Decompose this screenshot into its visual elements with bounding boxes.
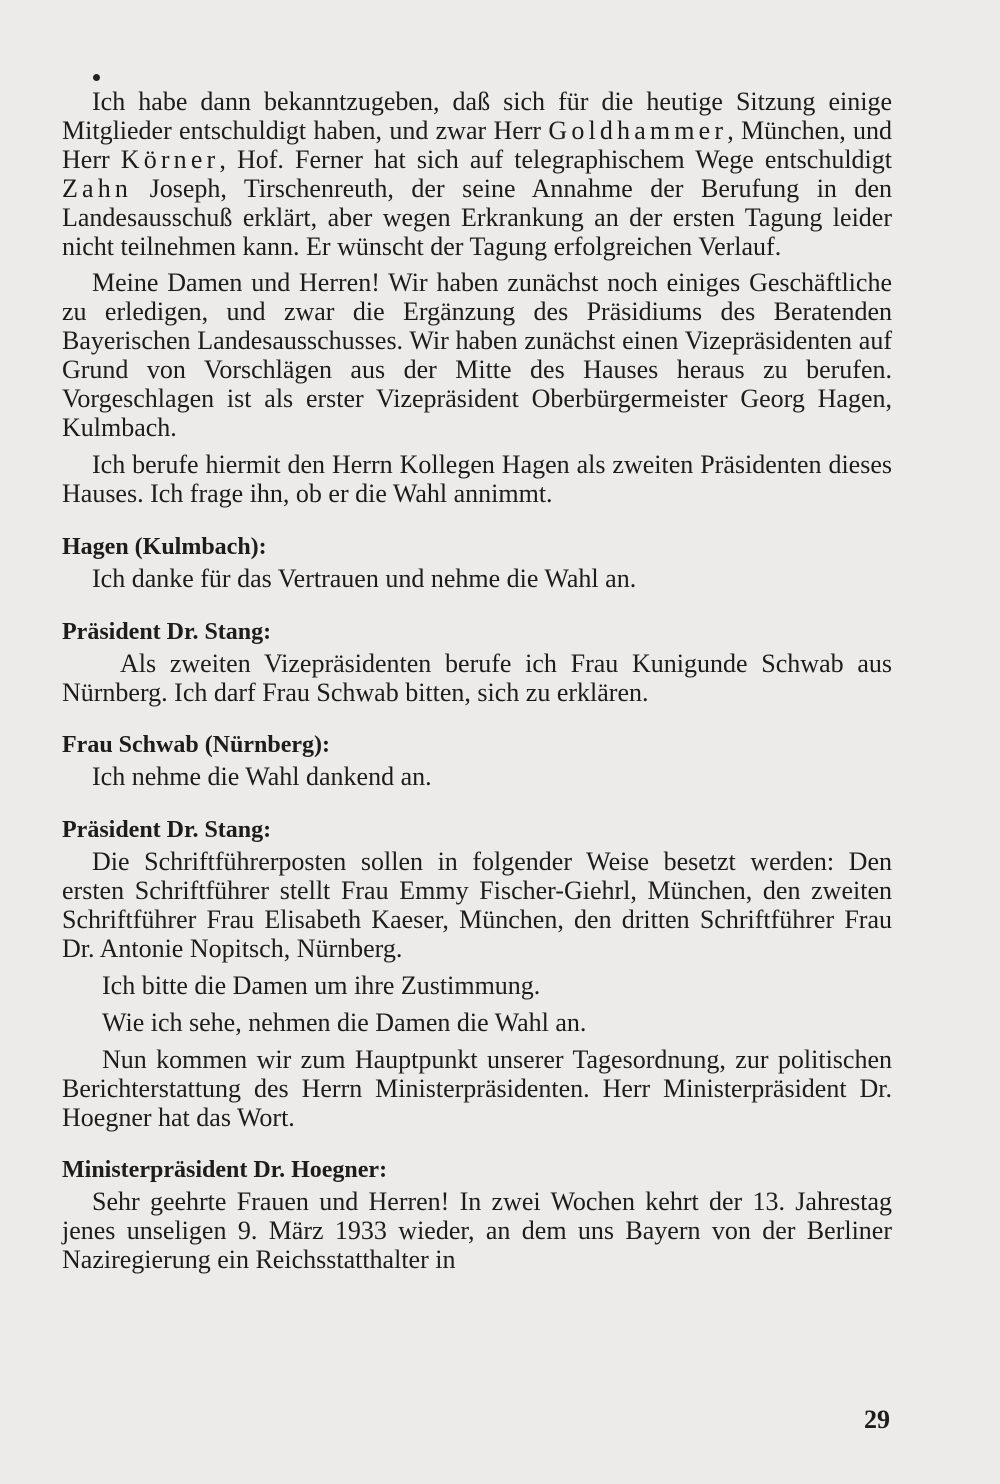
paragraph-presidium: Meine Damen und Herren! Wir haben zunächst noch einiges Geschäftliche zu erledigen, und zwar die Ergänzung des Präsidiums des Beratenden Bayerischen Landesausschusses. Wir haben zunächst einen Vizepräsidenten auf Grund von Vorschlägen aus der Mitte des Hauses heraus zu berufen. Vorgeschlagen ist als erster Vizepräsident Oberbürgermeister Georg Hagen, Kulmbach. bbox=[62, 268, 892, 442]
speech-paragraph: Die Schriftführerposten sollen in folgender Weise besetzt werden: Den ersten Schriftführer stellt Frau Emmy Fischer-Giehrl, München, den zweiten Schriftführer Frau Elisabeth Kaeser, München, den dritten Schriftführer Frau Dr. Antonie Nopitsch, Nürnberg. bbox=[62, 847, 892, 964]
text-run: , München, und Herr bbox=[62, 115, 892, 174]
ink-dot bbox=[93, 74, 100, 81]
paragraph-excused-members bbox=[62, 88, 892, 261]
text-run: , Hof. Ferner hat sich auf telegraphischem Wege entschuldigt bbox=[219, 144, 892, 174]
speaker-heading: Präsident Dr. Stang: bbox=[62, 817, 272, 844]
speech-paragraph: Ich nehme die Wahl dankend an. bbox=[92, 762, 432, 792]
text-run: Ich habe dann bekanntzugeben, daß sich für die heutige Sitzung einige Mitglieder entschuldigt haben, und zwar Herr bbox=[62, 87, 892, 145]
document-page bbox=[62, 88, 892, 1275]
speech-paragraph: Ich bitte die Damen um ihre Zustimmung. bbox=[102, 970, 541, 1000]
spaced-name: Goldhammer bbox=[548, 115, 728, 145]
page-number: 29 bbox=[864, 1405, 890, 1434]
text-run: Joseph, Tirschenreuth, der seine Annahme der Berufung in den Landesausschuß erklärt, aber wegen Erkrankung an der ersten Tagung leider nicht teilnehmen kann. Er wünscht der Tagung erfolgreichen Verlauf. bbox=[62, 173, 892, 261]
speaker-heading: Ministerpräsident Dr. Hoegner: bbox=[62, 1157, 388, 1184]
paragraph-appoint-hagen: Ich berufe hiermit den Herrn Kollegen Hagen als zweiten Präsidenten dieses Hauses. Ich frage ihn, ob er die Wahl annimmt. bbox=[62, 449, 892, 508]
speech-paragraph: Sehr geehrte Frauen und Herren! In zwei Wochen kehrt der 13. Jahrestag jenes unseligen 9. März 1933 wieder, an dem uns Bayern von der Berliner Naziregierung ein Reichsstatthalter in bbox=[62, 1187, 892, 1275]
speech-paragraph: Als zweiten Vizepräsidenten berufe ich Frau Kunigunde Schwab aus Nürnberg. Ich darf Frau Schwab bitten, sich zu erklären. bbox=[62, 648, 892, 707]
speech-paragraph: Ich danke für das Vertrauen und nehme die Wahl an. bbox=[92, 563, 637, 593]
speaker-heading: Hagen (Kulmbach): bbox=[62, 533, 267, 560]
speaker-heading: Frau Schwab (Nürnberg): bbox=[62, 732, 330, 759]
speech-paragraph: Nun kommen wir zum Hauptpunkt unserer Tagesordnung, zur politischen Berichterstattung des Herrn Ministerpräsidenten. Herr Ministerpräsident Dr. Hoegner hat das Wort. bbox=[62, 1044, 892, 1132]
spaced-name: Zahn bbox=[62, 173, 133, 203]
spaced-name: Körner bbox=[120, 144, 220, 174]
speaker-heading: Präsident Dr. Stang: bbox=[62, 618, 272, 645]
speech-paragraph: Wie ich sehe, nehmen die Damen die Wahl an. bbox=[102, 1007, 587, 1037]
